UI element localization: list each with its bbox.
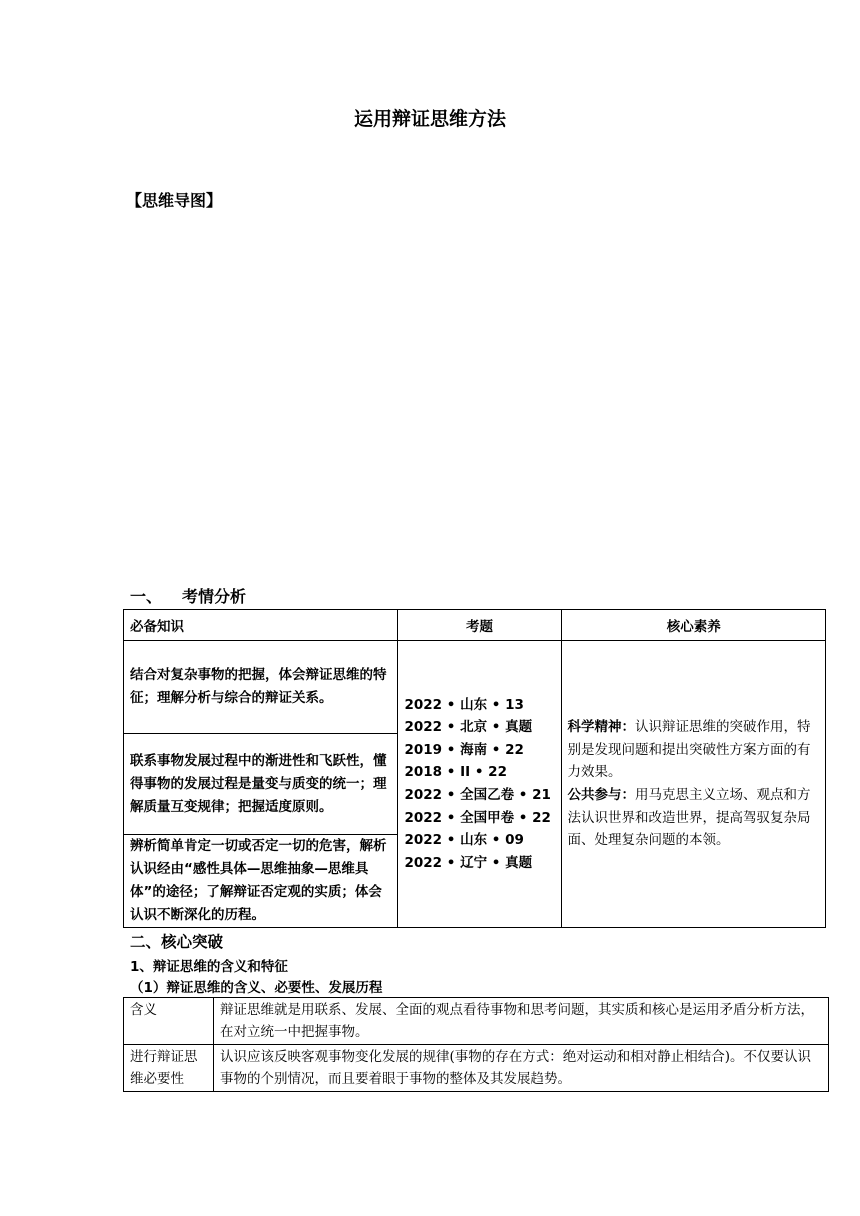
column-header-questions: 考题 [397, 610, 562, 641]
table-row [124, 641, 826, 734]
section-heading-core: 二、核心突破 [130, 933, 224, 951]
literacy-label: 公共参与： [567, 787, 635, 803]
exam-analysis-table [123, 609, 826, 928]
knowledge-cell: 结合对复杂事物的把握，体会辩证思维的特征；理解分析与综合的辩证关系。 [124, 641, 398, 734]
section-heading-exam-analysis [130, 584, 246, 607]
column-header-knowledge: 必备知识 [124, 610, 398, 641]
question-item: 2022 • 北京 • 真题 [404, 719, 533, 736]
question-item: 2022 • 山东 • 09 [404, 832, 524, 849]
knowledge-cell: 联系事物发展过程中的渐进性和飞跃性，懂得事物的发展过程是量变与质变的统一；理解质量互变规律；把握适度原则。 [124, 734, 398, 835]
question-item: 2019 • 海南 • 22 [404, 741, 524, 758]
literacy-label: 科学精神： [567, 719, 635, 736]
row-heading: 进行辩证思维必要性 [124, 1045, 214, 1092]
literacy-item [567, 784, 820, 852]
literacy-cell [562, 641, 826, 928]
row-content: 认识应该反映客观事物变化发展的规律(事物的存在方式：绝对运动和相对静止相结合)。不仅要认识事物的个别情况，而且要着眼于事物的整体及其发展趋势。 [214, 1045, 829, 1092]
definition-table [123, 997, 829, 1092]
subsection-heading: 1、辩证思维的含义和特征 [130, 959, 288, 975]
literacy-text: 用马克思主义立场、观点和方法认识世界和改造世界，提高驾驭复杂局面、处理复杂问题的本领。 [567, 787, 811, 849]
knowledge-cell: 辨析简单肯定一切或否定一切的危害，解析认识经由“感性具体—思维抽象—思维具体”的途径；了解辩证否定观的实质；体会认识不断深化的历程。 [124, 835, 398, 928]
subsection-heading: （1）辩证思维的含义、必要性、发展历程 [130, 980, 383, 996]
table-header-row [124, 610, 826, 641]
column-header-literacy: 核心素养 [562, 610, 826, 641]
question-item: 2022 • 全国乙卷 • 21 [404, 787, 551, 803]
table-row [124, 1045, 829, 1092]
page-title: 运用辩证思维方法 [353, 108, 506, 130]
literacy-item [567, 716, 820, 784]
questions-cell [397, 641, 562, 928]
table-row [124, 998, 829, 1045]
literacy-text: 认识辩证思维的突破作用，特别是发现问题和提出突破性方案方面的有力效果。 [567, 719, 811, 781]
section-title: 考情分析 [182, 587, 247, 606]
mindmap-heading: 【思维导图】 [126, 191, 223, 210]
section-number: 一、 [130, 587, 163, 606]
question-item: 2022 • 全国甲卷 • 22 [404, 809, 551, 826]
row-heading: 含义 [124, 998, 214, 1045]
question-item: 2018 • II • 22 [404, 764, 507, 781]
question-item: 2022 • 辽宁 • 真题 [404, 854, 533, 871]
row-content: 辩证思维就是用联系、发展、全面的观点看待事物和思考问题，其实质和核心是运用矛盾分析方法，在对立统一中把握事物。 [214, 998, 829, 1045]
question-item: 2022 • 山东 • 13 [404, 696, 524, 713]
